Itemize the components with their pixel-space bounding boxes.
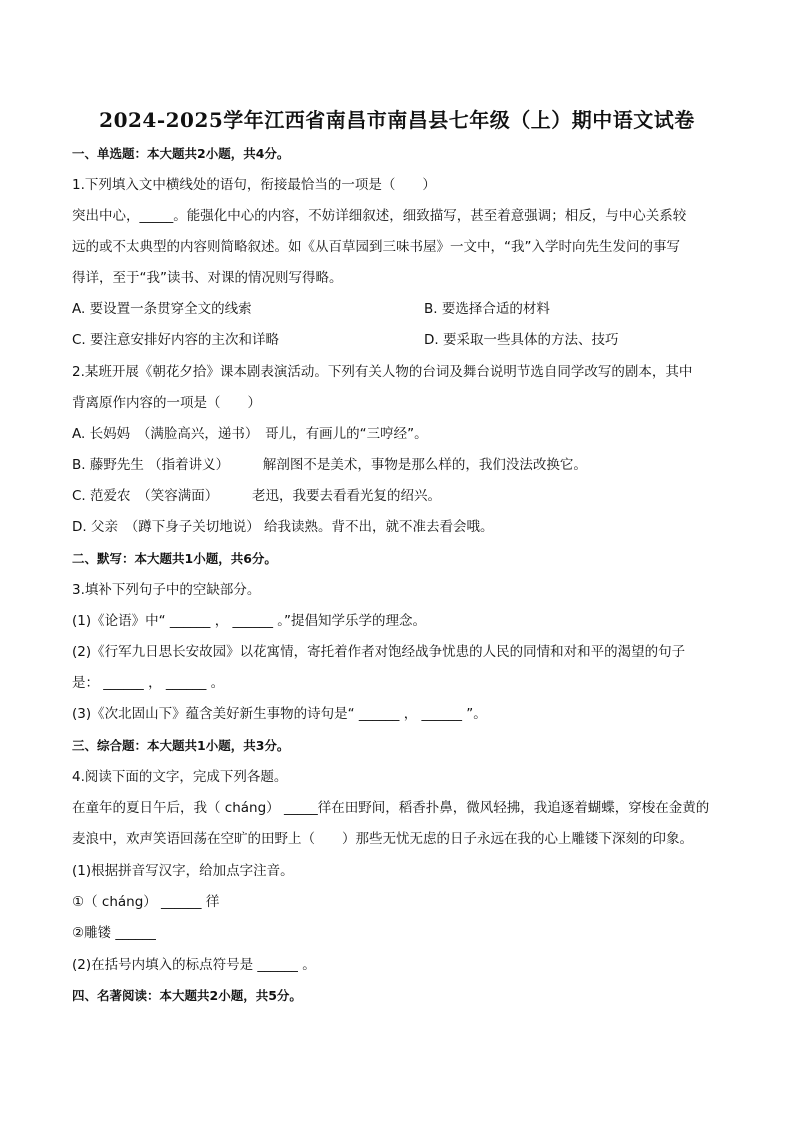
section-heading-single-choice: 一、单选题：本大题共2小题，共4分。 (72, 146, 290, 161)
question-2-stem-line: 2.某班开展《朝花夕拾》课本剧表演活动。下列有关人物的台词及舞台说明节选自同学改写的剧本，其中 (72, 364, 693, 380)
question-3-item: (2)《行军九日思长安故园》以花寓情，寄托着作者对饱经战争忧患的人民的同情和对和平的渴望的句子 (72, 644, 686, 660)
question-4-passage-line: 麦浪中，欢声笑语回荡在空旷的田野上（ ）那些无忧无虑的日子永远在我的心上雕镂下深刻的印象。 (72, 831, 693, 847)
question-1-passage-line: 远的或不太典型的内容则简略叙述。如《从百草园到三味书屋》一文中，“我”入学时向先生发问的事写 (72, 239, 680, 255)
question-4-subquestion: (1)根据拼音写汉字，给加点字注音。 (72, 863, 294, 879)
question-4-subquestion: ②雕镂 ______ (72, 925, 156, 941)
question-1-options-row (72, 330, 732, 350)
question-3-item: (3)《次北固山下》蕴含美好新生事物的诗句是“ ______ ， ______ ”。 (72, 706, 487, 722)
question-1-stem: 1.下列填入文中横线处的语句，衔接最恰当的一项是（ ） (72, 177, 436, 193)
question-1-option-c[interactable]: C. 要注意安排好内容的主次和详略 (72, 332, 280, 348)
question-3-item: (1)《论语》中“ ______ ， ______ 。”提倡知学乐学的理念。 (72, 613, 427, 629)
question-2-option-d[interactable]: D. 父亲 （蹲下身子关切地说） 给我读熟。背不出，就不准去看会哦。 (72, 519, 494, 535)
question-1-options-row (72, 299, 732, 319)
question-4-subquestion: ①（ cháng） ______ 徉 (72, 894, 220, 910)
question-2-option-a[interactable]: A. 长妈妈 （满脸高兴，递书） 哥儿，有画儿的“三哼经”。 (72, 426, 428, 442)
question-3-stem: 3.填补下列句子中的空缺部分。 (72, 582, 261, 598)
question-2-option-c[interactable]: C. 范爱农 （笑容满面） 老迅，我要去看看光复的绍兴。 (72, 488, 442, 504)
question-2-stem-line: 背离原作内容的一项是（ ） (72, 395, 261, 411)
exam-title: 2024-2025学年江西省南昌市南昌县七年级（上）期中语文试卷 (99, 108, 695, 132)
question-1-option-d[interactable]: D. 要采取一些具体的方法、技巧 (424, 332, 619, 348)
question-1-option-a[interactable]: A. 要设置一条贯穿全文的线索 (72, 301, 252, 317)
question-2-option-b[interactable]: B. 藤野先生 （指着讲义） 解剖图不是美术，事物是那么样的，我们没法改换它。 (72, 457, 587, 473)
section-heading-comprehensive: 三、综合题：本大题共1小题，共3分。 (72, 738, 290, 753)
question-1-passage-line: 突出中心，_____。能强化中心的内容，不妨详细叙述，细致描写，甚至着意强调；相反，与中心关系较 (72, 208, 687, 224)
question-3-item: 是： ______ ， ______ 。 (72, 675, 225, 691)
section-heading-dictation: 二、默写：本大题共1小题，共6分。 (72, 551, 277, 566)
question-1-passage-line: 得详，至于“我”读书、对课的情况则写得略。 (72, 270, 343, 286)
section-heading-classic-reading: 四、名著阅读：本大题共2小题，共5分。 (72, 988, 302, 1003)
question-4-subquestion: (2)在括号内填入的标点符号是 ______ 。 (72, 957, 316, 973)
question-4-passage-line: 在童年的夏日午后，我（ cháng） _____徉在田野间，稻香扑鼻，微风轻拂，我追逐着蝴蝶，穿梭在金黄的 (72, 800, 710, 816)
question-4-stem: 4.阅读下面的文字，完成下列各题。 (72, 769, 288, 785)
question-1-option-b[interactable]: B. 要选择合适的材料 (424, 301, 550, 317)
